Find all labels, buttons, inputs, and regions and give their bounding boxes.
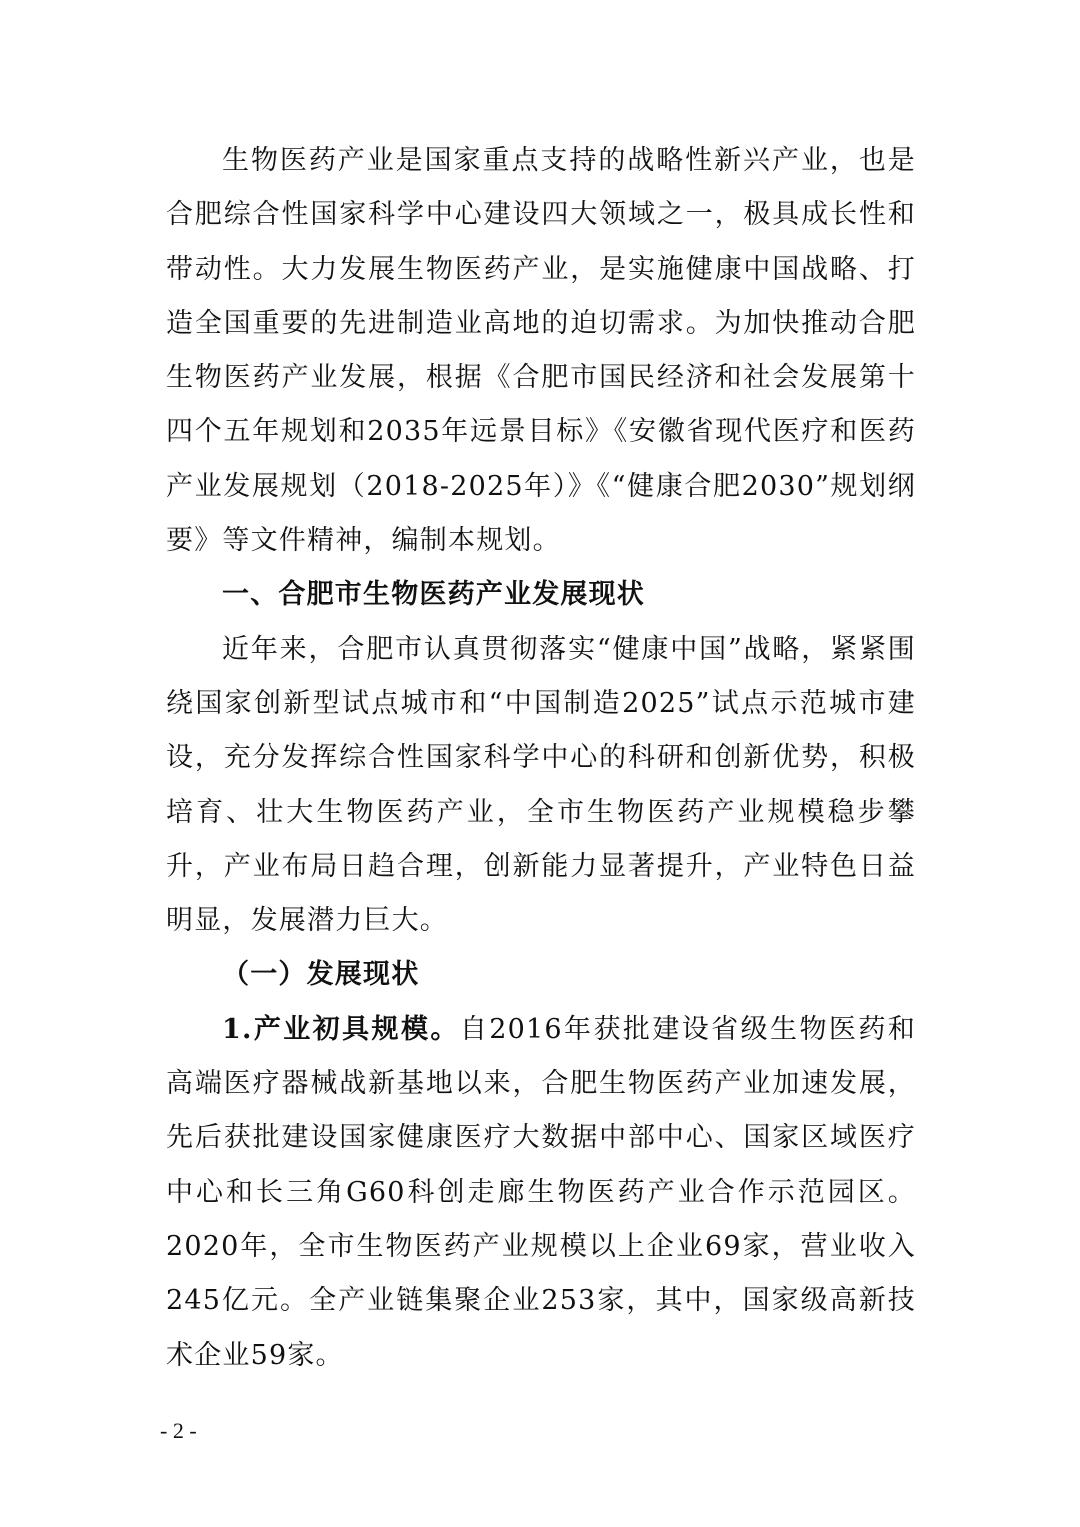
page-body xyxy=(166,134,916,1383)
item-1-lead: 1.产业初具规模。 xyxy=(222,1013,460,1045)
item-1-paragraph xyxy=(166,1003,916,1383)
subsection-heading: （一）发展现状 xyxy=(222,959,420,991)
section-heading-1: 一、合肥市生物医药产业发展现状 xyxy=(222,579,645,611)
item-1-text: 自2016年获批建设省级生物医药和高端医疗器械战新基地以来，合肥生物医药产业加速发展，先后获批建设国家健康医疗大数据中部中心、国家区域医疗中心和长三角G60科创走廊生物医药产业合作示范园区。2020年，全市生物医药产业规模以上企业69家，营业收入245亿元。全产业链集聚企业253家，其中，国家级高新技术企业59家。 xyxy=(166,1013,916,1371)
section-1-paragraph: 近年来，合肥市认真贯彻落实“健康中国”战略，紧紧围绕国家创新型试点城市和“中国制造2025”试点示范城市建设，充分发挥综合性国家科学中心的科研和创新优势，积极培育、壮大生物医药产业，全市生物医药产业规模稳步攀升，产业布局日趋合理，创新能力显著提升，产业特色日益明显，发展潜力巨大。 xyxy=(166,633,916,937)
page-number: - 2 - xyxy=(160,1418,197,1443)
intro-paragraph: 生物医药产业是国家重点支持的战略性新兴产业，也是合肥综合性国家科学中心建设四大领域之一，极具成长性和带动性。大力发展生物医药产业，是实施健康中国战略、打造全国重要的先进制造业高地的迫切需求。为加快推动合肥生物医药产业发展，根据《合肥市国民经济和社会发展第十四个五年规划和2035年远景目标》《安徽省现代医疗和医药产业发展规划（2018-2025年）》《“健康合肥2030”规划纲要》等文件精神，编制本规划。 xyxy=(166,145,916,557)
